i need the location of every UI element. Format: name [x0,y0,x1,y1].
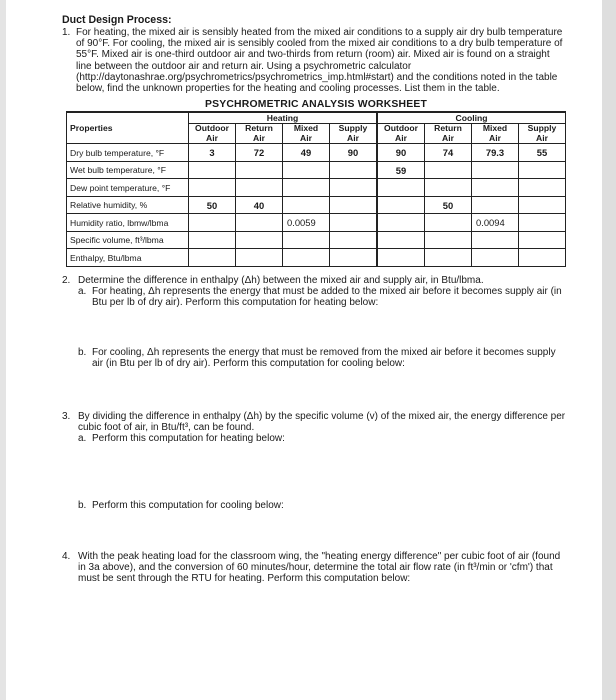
table-cell [330,161,378,179]
table-cell [283,249,330,267]
table-cell [377,214,425,232]
table-cell [283,231,330,249]
table-cell [377,249,425,267]
table-cell [425,179,472,197]
cooling-group-header: Cooling [377,112,566,124]
question-1-text: For heating, the mixed air is sensibly heated from the mixed air conditions to a supply air dry bulb temperature of 90°F. For cooling, the mixed air is sensibly cooled from the mixed air conditions to a dry bulb temperature of 55°F. Mixed air is one-third outdoor air and two-thirds from return (room) air. Mixed air is found on a straight line between the outdoor air and return air. Using a psychrometric calculator (http://daytonashrae.org/psychrometrics/psychrometrics_imp.html#start) and the conditions noted in the table below, find the unknown properties for the heating and cooling processes. List them in the table. [76,27,563,95]
column-header-top-6: Mixed [472,124,519,134]
table-cell [189,249,236,267]
question-3b-letter: b. [78,499,87,511]
table-cell [330,179,378,197]
table-row [67,196,566,214]
table-cell [472,161,519,179]
table-cell [472,249,519,267]
question-3b-text: Perform this computation for cooling below: [92,499,284,511]
column-header-top-1: Return [236,124,283,134]
table-cell [189,214,236,232]
scan-edge-left [0,0,6,700]
table-cell: 0.0094 [472,214,519,232]
table-cell [425,231,472,249]
table-cell [330,231,378,249]
table-cell: 50 [425,196,472,214]
column-header-bottom-3: Air [330,134,378,144]
table-row [67,249,566,267]
property-label: Dew point temperature, °F [67,179,189,197]
table-cell [236,231,283,249]
table-row [67,161,566,179]
table-cell [519,179,566,197]
table-cell: 90 [377,144,425,162]
table-cell [330,196,378,214]
table-cell [425,161,472,179]
table-cell [283,196,330,214]
question-2-number: 2. [62,274,71,286]
table-cell [377,179,425,197]
question-4 [62,551,567,585]
properties-header: Properties [67,112,189,144]
table-cell [425,249,472,267]
table-cell [330,249,378,267]
property-label: Relative humidity, % [67,196,189,214]
column-header-bottom-6: Air [472,134,519,144]
question-3-text: By dividing the difference in enthalpy (Δh) by the specific volume (v) of the mixed air, the energy difference per cubic foot of air, in Btu/ft³, can be found. [78,410,566,434]
property-label: Dry bulb temperature, °F [67,144,189,162]
question-1-number: 1. [62,27,71,38]
table-cell: 55 [519,144,566,162]
table-cell [236,214,283,232]
table-cell: 72 [236,144,283,162]
worksheet-table [66,99,566,267]
column-header-bottom-5: Air [425,134,472,144]
table-cell [236,179,283,197]
table-cell [519,196,566,214]
table-cell: 3 [189,144,236,162]
table-cell: 50 [189,196,236,214]
question-2a-text: For heating, Δh represents the energy that must be added to the mixed air before it becomes supply air (in Btu per lb of dry air). Perform this computation for heating below: [92,286,562,309]
table-cell [330,214,378,232]
question-3a-text: Perform this computation for heating below: [92,433,285,445]
property-label: Specific volume, ft³/lbma [67,231,189,249]
table-cell [425,214,472,232]
table-cell [189,231,236,249]
table-cell: 79.3 [472,144,519,162]
table-cell [519,214,566,232]
column-header-top-0: Outdoor [189,124,236,134]
question-1 [62,27,567,94]
worksheet-caption: PSYCHROMETRIC ANALYSIS WORKSHEET [67,99,566,112]
property-label: Enthalpy, Btu/lbma [67,249,189,267]
table-cell: 59 [377,161,425,179]
table-cell [377,196,425,214]
table-cell: 74 [425,144,472,162]
column-header-top-3: Supply [330,124,378,134]
question-3-number: 3. [62,410,71,422]
table-cell: 40 [236,196,283,214]
table-row [67,179,566,197]
page-title: Duct Design Process: [62,14,172,26]
table-cell: 0.0059 [283,214,330,232]
table-cell [189,161,236,179]
question-2a-letter: a. [78,286,87,298]
column-header-top-4: Outdoor [377,124,425,134]
column-header-bottom-4: Air [377,134,425,144]
column-header-top-5: Return [425,124,472,134]
table-cell [472,179,519,197]
heating-group-header: Heating [189,112,378,124]
table-cell [283,179,330,197]
question-2 [62,275,567,369]
question-2b-letter: b. [78,346,87,358]
table-cell: 90 [330,144,378,162]
column-header-top-2: Mixed [283,124,330,134]
table-cell [472,231,519,249]
table-cell [472,196,519,214]
table-cell [519,161,566,179]
question-4-text: With the peak heating load for the classroom wing, the "heating energy difference" per cubic foot of air (found in 3a above), and the conversion of 60 minutes/hour, determine the total air flow rate (in ft³/min or 'cfm') that must be sent through the RTU for heating. Perform this computation below: [78,550,561,585]
table-cell [519,231,566,249]
table-cell [519,249,566,267]
question-2b-text: For cooling, Δh represents the energy that must be removed from the mixed air before it becomes supply air (in Btu per lb of dry air). Perform this computation for cooling below: [92,346,556,369]
question-3 [62,411,567,511]
property-label: Humidity ratio, lbmw/lbma [67,214,189,232]
question-3a-letter: a. [78,433,87,445]
table-cell [189,179,236,197]
column-header-bottom-7: Air [519,134,566,144]
table-row [67,144,566,162]
table-cell [283,161,330,179]
property-label: Wet bulb temperature, °F [67,161,189,179]
worksheet-page [62,14,567,584]
psychrometric-worksheet [66,99,567,267]
table-cell: 49 [283,144,330,162]
table-row [67,231,566,249]
table-row [67,214,566,232]
table-cell [236,249,283,267]
column-header-top-7: Supply [519,124,566,134]
question-2-text: Determine the difference in enthalpy (Δh) between the mixed air and supply air, in Btu/lbma. [78,274,484,286]
table-cell [377,231,425,249]
column-header-bottom-0: Air [189,134,236,144]
question-4-number: 4. [62,550,71,562]
scan-edge-right [602,0,616,700]
table-cell [236,161,283,179]
column-header-bottom-1: Air [236,134,283,144]
column-header-bottom-2: Air [283,134,330,144]
